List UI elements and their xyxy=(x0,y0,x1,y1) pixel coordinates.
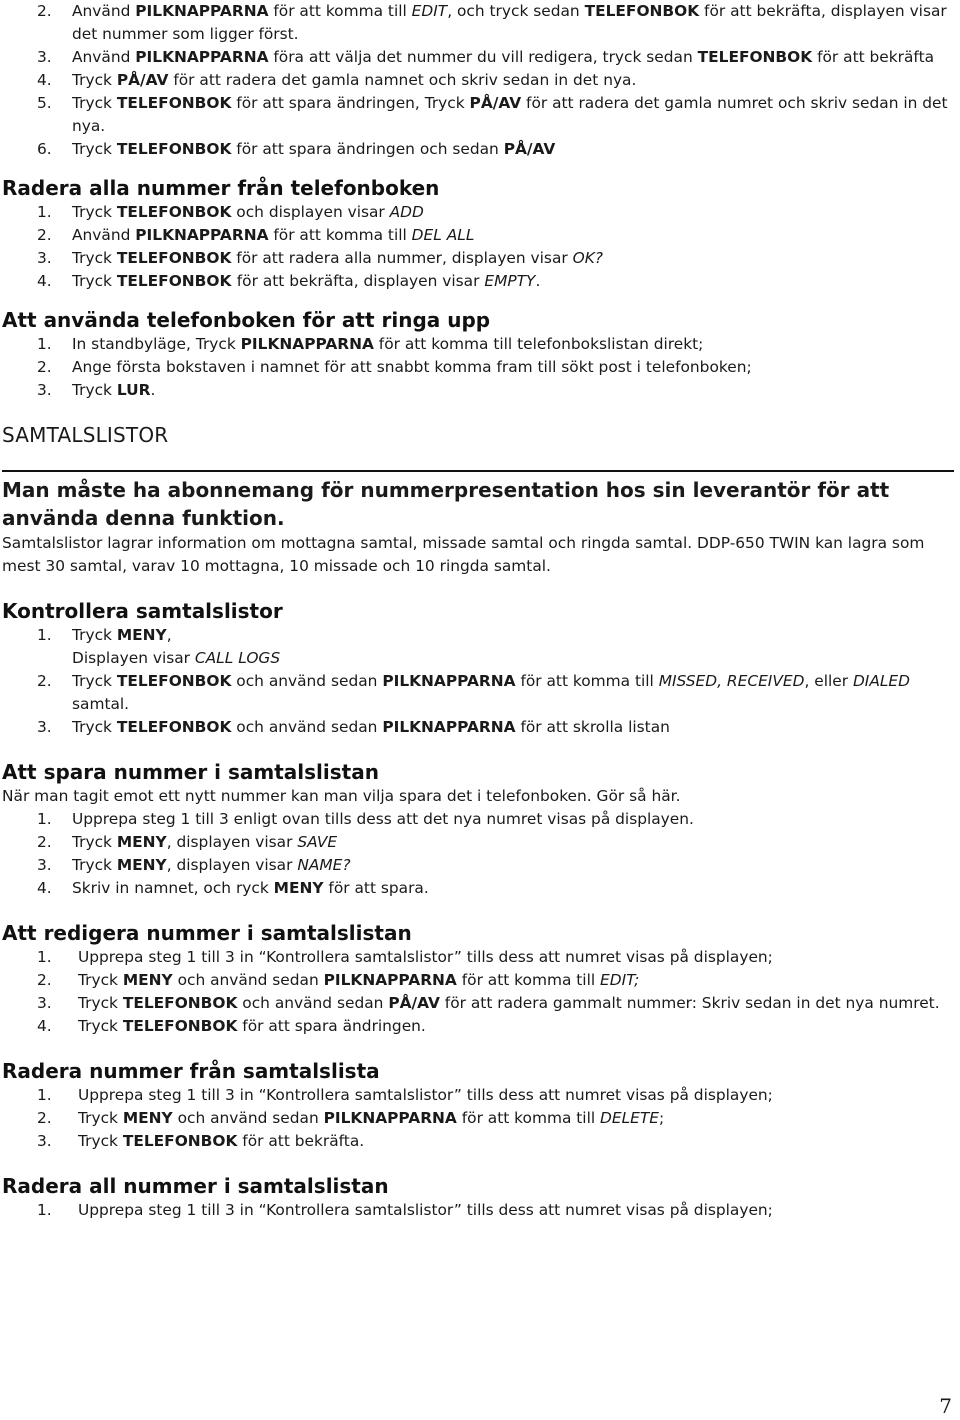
edit-number-list xyxy=(0,946,960,1038)
step-number: 1. xyxy=(37,1086,52,1104)
list-item xyxy=(0,247,960,270)
step-text: Displayen visar xyxy=(72,649,195,667)
list-item xyxy=(0,201,960,224)
list-item xyxy=(0,1130,960,1153)
key-name: TELEFONBOK xyxy=(116,140,232,158)
display-text: OK? xyxy=(572,249,603,267)
key-name: PILKNAPPARNA xyxy=(135,226,269,244)
step-number: 2. xyxy=(37,971,52,989)
step-number: 2. xyxy=(37,1109,52,1127)
step-number: 6. xyxy=(37,140,52,158)
step-text: och använd sedan xyxy=(172,971,324,989)
step-text: för att skrolla listan xyxy=(515,718,670,736)
key-name: PILKNAPPARNA xyxy=(382,718,516,736)
display-text: NAME? xyxy=(297,856,351,874)
list-item xyxy=(0,831,960,854)
heading-delete-all-phonebook: Radera alla nummer från telefonboken xyxy=(2,176,440,200)
heading-delete-all-call-log: Radera all nummer i samtalslistan xyxy=(2,1174,389,1198)
step-text: för att spara ändringen och sedan xyxy=(231,140,504,158)
step-number: 1. xyxy=(37,203,52,221)
step-number: 1. xyxy=(37,948,52,966)
key-name: PILKNAPPARNA xyxy=(382,672,516,690)
step-text: för att komma till xyxy=(456,971,601,989)
display-text: ADD xyxy=(389,203,424,221)
step-text: , displayen visar xyxy=(166,833,298,851)
step-text: och använd sedan xyxy=(231,672,383,690)
display-text: DELETE xyxy=(600,1109,660,1127)
call-logs-description: Samtalslistor lagrar information om mottagna samtal, missade samtal och ringda samtal. DDP-650 TWIN kan lagra som mest 30 samtal, varav 10 mottagna, 10 missade och 10 ringda samtal. xyxy=(2,534,925,575)
page-number: 7 xyxy=(939,1394,952,1418)
section-title-samtalslistor: SAMTALSLISTOR xyxy=(2,423,169,447)
edit-steps-list xyxy=(0,0,960,161)
step-text: Tryck xyxy=(72,140,117,158)
step-text: , och tryck sedan xyxy=(447,2,585,20)
key-name: PILKNAPPARNA xyxy=(323,971,457,989)
step-text: Tryck xyxy=(72,718,117,736)
step-text: Tryck xyxy=(78,1109,123,1127)
step-text: Tryck xyxy=(72,272,117,290)
step-text: för att bekräfta. xyxy=(237,1132,365,1150)
list-item xyxy=(0,1199,960,1222)
key-name: TELEFONBOK xyxy=(122,1132,238,1150)
list-item xyxy=(0,69,960,92)
step-text: för att radera det gamla numret och skriv sedan in det nya. xyxy=(72,94,948,135)
list-item xyxy=(0,379,960,402)
key-name: TELEFONBOK xyxy=(116,203,232,221)
step-text: för att bekräfta, displayen visar det nummer som ligger först. xyxy=(72,2,947,43)
step-text: , eller xyxy=(804,672,853,690)
step-text: Tryck xyxy=(72,94,117,112)
save-number-list xyxy=(0,808,960,900)
key-name: PILKNAPPARNA xyxy=(240,335,374,353)
step-text: Upprepa steg 1 till 3 in “Kontrollera samtalslistor” tills dess att numret visas på displayen; xyxy=(78,1086,773,1104)
step-text: för att bekräfta, displayen visar xyxy=(236,272,485,290)
step-text: föra att välja det nummer du vill redigera, tryck sedan xyxy=(268,48,698,66)
heading-check-call-logs: Kontrollera samtalslistor xyxy=(2,599,283,623)
step-number: 2. xyxy=(37,2,52,20)
step-number: 2. xyxy=(37,358,52,376)
step-text: Tryck xyxy=(72,203,117,221)
list-item xyxy=(0,333,960,356)
step-text: , displayen visar xyxy=(166,856,298,874)
step-number: 2. xyxy=(37,226,52,244)
key-name: TELEFONBOK xyxy=(584,2,700,20)
list-item xyxy=(0,969,960,992)
key-name: PÅ/AV xyxy=(116,71,169,89)
step-text: samtal. xyxy=(72,695,130,713)
key-name: PÅ/AV xyxy=(469,94,522,112)
step-text: Tryck xyxy=(72,626,117,644)
key-name: MENY xyxy=(116,626,167,644)
step-text: Tryck xyxy=(72,249,117,267)
step-text: för att radera gammalt nummer: Skriv sedan in det nya numret. xyxy=(439,994,940,1012)
step-number: 1. xyxy=(37,626,52,644)
step-text: Tryck xyxy=(78,971,123,989)
display-text: MISSED, RECEIVED xyxy=(658,672,805,690)
save-number-intro: När man tagit emot ett nytt nummer kan man vilja spara det i telefonboken. Gör så här. xyxy=(2,787,681,805)
step-number: 3. xyxy=(37,1132,52,1150)
heading-delete-number: Radera nummer från samtalslista xyxy=(2,1059,380,1083)
list-item xyxy=(0,1084,960,1107)
step-number: 3. xyxy=(37,48,52,66)
step-text: för att komma till xyxy=(268,2,412,20)
list-item xyxy=(0,877,960,900)
list-item xyxy=(0,1015,960,1038)
delete-all-call-log-list xyxy=(0,1199,960,1222)
step-text: , xyxy=(166,626,172,644)
step-number: 4. xyxy=(37,1017,52,1035)
display-text: EDIT xyxy=(411,2,448,20)
key-name: MENY xyxy=(273,879,324,897)
key-name: TELEFONBOK xyxy=(116,249,232,267)
step-number: 2. xyxy=(37,672,52,690)
delete-number-list xyxy=(0,1084,960,1153)
list-item xyxy=(0,224,960,247)
key-name: PILKNAPPARNA xyxy=(323,1109,457,1127)
key-name: TELEFONBOK xyxy=(116,672,232,690)
key-name: PILKNAPPARNA xyxy=(135,48,269,66)
step-text: Tryck xyxy=(72,381,117,399)
step-number: 4. xyxy=(37,272,52,290)
subscription-notice: Man måste ha abonnemang för nummerpresentation hos sin leverantör för att använda denna funktion. xyxy=(2,478,890,530)
step-text: Tryck xyxy=(72,71,117,89)
step-text: Tryck xyxy=(72,856,117,874)
step-text: för att radera alla nummer, displayen visar xyxy=(231,249,573,267)
step-text: Tryck xyxy=(72,833,117,851)
step-text: Skriv in namnet, och ryck xyxy=(72,879,274,897)
key-name: TELEFONBOK xyxy=(116,718,232,736)
display-text: DEL ALL xyxy=(411,226,475,244)
step-text: för att radera det gamla namnet och skriv sedan in det nya. xyxy=(168,71,637,89)
step-text: Upprepa steg 1 till 3 in “Kontrollera samtalslistor” tills dess att numret visas på displayen; xyxy=(78,948,773,966)
display-text: SAVE xyxy=(297,833,338,851)
step-text: . xyxy=(535,272,541,290)
key-name: PÅ/AV xyxy=(388,994,440,1012)
step-text: Tryck xyxy=(78,1017,123,1035)
list-item xyxy=(0,138,960,161)
step-text: och displayen visar xyxy=(231,203,390,221)
list-item xyxy=(0,46,960,69)
step-text: Tryck xyxy=(78,1132,123,1150)
step-text: ; xyxy=(659,1109,665,1127)
display-text: EMPTY xyxy=(484,272,536,290)
step-text: . xyxy=(150,381,156,399)
step-text: Använd xyxy=(72,48,136,66)
step-text: Upprepa steg 1 till 3 in “Kontrollera samtalslistor” tills dess att numret visas på displayen; xyxy=(78,1201,773,1219)
step-text: Tryck xyxy=(78,994,123,1012)
step-text: Tryck xyxy=(72,672,117,690)
display-text: DIALED xyxy=(852,672,911,690)
heading-save-number: Att spara nummer i samtalslistan xyxy=(2,760,379,784)
list-item xyxy=(0,808,960,831)
step-text: för att komma till xyxy=(268,226,412,244)
step-number: 5. xyxy=(37,94,52,112)
delete-all-phonebook-list xyxy=(0,201,960,293)
step-number: 4. xyxy=(37,71,52,89)
step-text: för att komma till xyxy=(515,672,659,690)
step-text: för att komma till xyxy=(456,1109,601,1127)
step-number: 3. xyxy=(37,381,52,399)
list-item xyxy=(0,670,960,716)
list-item xyxy=(0,0,960,46)
key-name: PILKNAPPARNA xyxy=(135,2,269,20)
step-text: och använd sedan xyxy=(237,994,389,1012)
step-text: In standbyläge, Tryck xyxy=(72,335,241,353)
step-number: 3. xyxy=(37,249,52,267)
step-number: 3. xyxy=(37,994,52,1012)
key-name: TELEFONBOK xyxy=(122,1017,238,1035)
section-divider xyxy=(2,470,954,472)
step-number: 4. xyxy=(37,879,52,897)
step-number: 3. xyxy=(37,718,52,736)
check-call-logs-list xyxy=(0,624,960,739)
display-text: CALL LOGS xyxy=(194,649,281,667)
heading-call-from-phonebook: Att använda telefonboken för att ringa upp xyxy=(2,308,491,332)
key-name: TELEFONBOK xyxy=(697,48,813,66)
step-text: för att bekräfta xyxy=(812,48,935,66)
step-number: 3. xyxy=(37,856,52,874)
key-name: MENY xyxy=(116,856,167,874)
key-name: TELEFONBOK xyxy=(122,994,238,1012)
key-name: PÅ/AV xyxy=(503,140,556,158)
list-item xyxy=(0,356,960,379)
step-number: 1. xyxy=(37,1201,52,1219)
list-item xyxy=(0,716,960,739)
step-number: 1. xyxy=(37,810,52,828)
list-item xyxy=(0,992,960,1015)
list-item xyxy=(0,270,960,293)
call-from-phonebook-list xyxy=(0,333,960,402)
key-name: LUR xyxy=(116,381,151,399)
list-item xyxy=(0,624,960,670)
list-item xyxy=(0,854,960,877)
key-name: MENY xyxy=(122,971,173,989)
key-name: MENY xyxy=(122,1109,173,1127)
step-text: Använd xyxy=(72,226,136,244)
step-text: Ange första bokstaven i namnet för att snabbt komma fram till sökt post i telefonboken; xyxy=(72,358,752,376)
list-item xyxy=(0,946,960,969)
list-item xyxy=(0,92,960,138)
step-text: och använd sedan xyxy=(172,1109,324,1127)
step-text: för att spara. xyxy=(323,879,429,897)
step-text: för att komma till telefonbokslistan direkt; xyxy=(373,335,704,353)
step-text: och använd sedan xyxy=(231,718,383,736)
step-text: Upprepa steg 1 till 3 enligt ovan tills dess att det nya numret visas på displayen. xyxy=(72,810,694,828)
step-number: 2. xyxy=(37,833,52,851)
key-name: MENY xyxy=(116,833,167,851)
list-item xyxy=(0,1107,960,1130)
step-number: 1. xyxy=(37,335,52,353)
step-text: för att spara ändringen, Tryck xyxy=(231,94,470,112)
step-text: för att spara ändringen. xyxy=(237,1017,426,1035)
key-name: TELEFONBOK xyxy=(116,94,232,112)
display-text: EDIT; xyxy=(600,971,640,989)
key-name: TELEFONBOK xyxy=(116,272,237,290)
step-text: Använd xyxy=(72,2,136,20)
heading-edit-number: Att redigera nummer i samtalslistan xyxy=(2,921,412,945)
